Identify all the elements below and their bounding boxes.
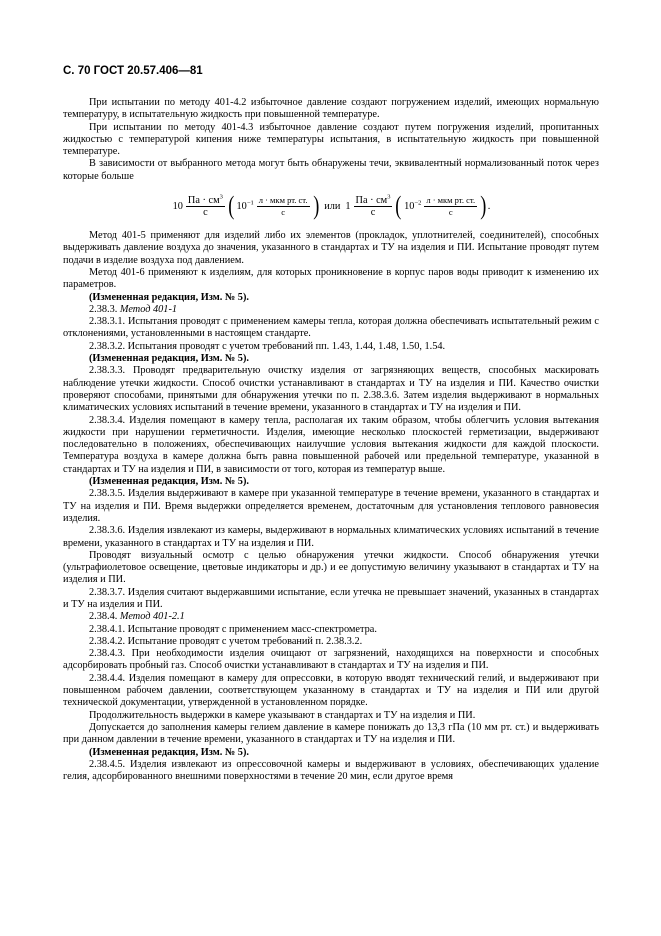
section-number: 2.38.4. xyxy=(89,611,118,623)
paragraph: В зависимости от выбранного метода могут быть обнаружены течи, эквивалентный нормализованный поток через которые больше xyxy=(63,158,599,182)
section-heading xyxy=(63,611,599,623)
page-header: С. 70 ГОСТ 20.57.406—81 xyxy=(63,65,203,77)
formula-power-exponent: −1 xyxy=(246,199,254,207)
formula-power-base: 10 xyxy=(404,200,415,212)
formula-fraction xyxy=(354,195,393,218)
leak-rate-formula: 10 $\frac{Па \cdot см^3}{с}$ ( $10^{-1}$ $\frac{\text{л · мкм рт. ст.}}{с}$ ) или 1 $\frac{Па \cdot см^3}{с}$ ( $10^{-2}$ $\frac{\text{л · мкм рт. ст.}}{с}$ ) . xyxy=(172,191,491,221)
formula-denominator: с xyxy=(448,206,453,217)
paragraph: Продолжительность выдержки в камере указывают в стандартах и ТУ на изделия и ПИ. xyxy=(89,709,476,721)
formula-numerator: Па · см xyxy=(187,194,220,206)
formula-exponent: 3 xyxy=(219,193,223,201)
paragraph: При испытании по методу 401-4.3 избыточное давление создают путем погружения изделий, пропитанных жидкостью с температурой кипения ниже температуры испытания, в испытательную жидкость при повышенной температуре. xyxy=(63,121,599,158)
formula-denominator: с xyxy=(281,206,286,217)
formula-fraction xyxy=(186,195,225,218)
paragraph: 2.38.4.4. Изделия помещают в камеру для опрессовки, в которую вводят технический гелий, и выдерживают при повышенном рабочем давлении, соответствующем указанному в стандартах и ТУ на изделия и ПИ или другой технической документации, утвержденной в установленном порядке. xyxy=(63,672,599,709)
paragraph: 2.38.3.6. Изделия извлекают из камеры, выдерживают в нормальных климатических условиях испытаний в течение времени, указанного в стандартах и ТУ на изделия и ПИ. xyxy=(63,525,599,549)
paragraph: 2.38.3.3. Проводят предварительную очистку изделия от загрязняющих веществ, способных маскировать наблюдение утечки жидкости. Способ очистки устанавливают в стандартах и ТУ на изделия и ПИ. Качество очистки проверяют способами, принятыми для обнаружения утечки по п. 2.38.3.6. Затем изделия выдерживают в нормальных климатических условиях испытаний в течение времени, указанного в стандартах и ТУ на изделия и ПИ. xyxy=(63,365,599,414)
formula-or: или xyxy=(324,200,341,212)
revision-note: (Измененная редакция, Изм. № 5). xyxy=(89,291,249,303)
paragraph: 2.38.4.5. Изделия извлекают из опрессовочной камеры и выдерживают в условиях, обеспечивающих удаление гелия, адсорбированного внешними поверхностями в течение 20 мин, если другое время xyxy=(63,758,599,783)
paragraph: Проводят визуальный осмотр с целью обнаружения утечки жидкости. Способ обнаружения утечки (ультрафиолетовое освещение, цветовые индикаторы и др.) и ее допустимую величину указывают в стандартах и ТУ на изделия и ПИ. xyxy=(63,549,599,586)
formula-power-exponent: −2 xyxy=(414,199,422,207)
section-heading xyxy=(63,304,599,316)
formula-coefficient: 1 xyxy=(345,200,351,212)
formula-numerator: л · мкм рт. ст. xyxy=(426,194,476,205)
paragraph: 2.38.3.4. Изделия помещают в камеру тепла, располагая их таким образом, чтобы облегчить условия вытекания жидкости при нарушении герметичности. Изделия, имеющие несколько плоскостей герметизации, выдерживают последовательно в положениях, обеспечивающих наилучшие условия вытекания жидкости для каждой плоскости. Температура воздуха в камере должна быть равна повышенной рабочей или предельной температуре, указанной в стандартах и ТУ на изделия и ПИ, в зависимости от того, которая из температур выше. xyxy=(63,414,599,475)
paragraph: 2.38.3.1. Испытания проводят с применением камеры тепла, которая должна обеспечивать испытательный режим с отклонениями, установленными в настоящем стандарте. xyxy=(63,316,599,340)
document-body xyxy=(63,97,599,783)
formula-numerator: л · мкм рт. ст. xyxy=(258,194,308,205)
method-title: Метод 401-1 xyxy=(119,303,178,315)
formula-denominator: с xyxy=(370,206,376,218)
paragraph: 2.38.3.7. Изделия считают выдержавшими испытание, если утечка не превышает значений, указанных в стандартах и ТУ на изделия и ПИ. xyxy=(63,586,599,610)
formula-fraction xyxy=(424,195,477,218)
revision-note: (Измененная редакция, Изм. № 5). xyxy=(89,353,249,365)
revision-note: (Измененная редакция, Изм. № 5). xyxy=(89,476,249,488)
formula-end: . xyxy=(487,200,491,212)
paragraph: 2.38.3.5. Изделия выдерживают в камере при указанной температуре в течение времени, указанного в стандартах и ТУ на изделия и ПИ. Время выдержки определяется временем, достаточным для установления теплового равновесия изделия. xyxy=(63,488,599,524)
paragraph: Допускается до заполнения камеры гелием давление в камере понижать до 13,3 гПа (10 мм рт. ст.) и выдерживать при данном давлении в течение времени, указанного в стандартах и ТУ на изделия и ПИ. xyxy=(63,721,599,746)
revision-note: (Измененная редакция, Изм. № 5). xyxy=(89,746,249,758)
formula-exponent: 3 xyxy=(387,193,391,201)
paragraph: 2.38.4.3. При необходимости изделия очищают от загрязнений, находящихся на поверхности и способных адсорбировать пробный газ. Способ очистки устанавливают в стандартах и ТУ на изделия и ПИ. xyxy=(63,648,599,672)
paragraph: 2.38.3.2. Испытания проводят с учетом требований пп. 1.43, 1.44, 1.48, 1.50, 1.54. xyxy=(89,340,446,352)
paragraph: Метод 401-5 применяют для изделий либо их элементов (прокладок, уплотнителей, соединителей), способных выдерживать давление воздуха до значения, указанного в стандартах и ТУ на изделия и ПИ. Испытание проводят путем подачи в изделие воздуха под давлением. xyxy=(63,230,599,266)
section-number: 2.38.3. xyxy=(89,303,118,315)
formula-coefficient: 10 xyxy=(172,200,183,212)
paragraph: Метод 401-6 применяют к изделиям, для которых проникновение в корпус паров воды приводит к изменению их параметров. xyxy=(63,266,599,291)
paragraph: При испытании по методу 401-4.2 избыточное давление создают погружением изделий, имеющих нормальную температуру, в испытательную жидкость при повышенной температуре. xyxy=(63,97,599,121)
formula-power-base: 10 xyxy=(236,200,247,212)
paragraph: 2.38.4.1. Испытание проводят с применением масс-спектрометра. xyxy=(89,623,377,635)
method-title: Метод 401-2.1 xyxy=(119,611,185,623)
paragraph: 2.38.4.2. Испытание проводят с учетом требований п. 2.38.3.2. xyxy=(89,635,363,647)
formula-numerator: Па · см xyxy=(355,194,388,206)
formula-fraction xyxy=(257,195,310,218)
formula-denominator: с xyxy=(203,206,208,218)
